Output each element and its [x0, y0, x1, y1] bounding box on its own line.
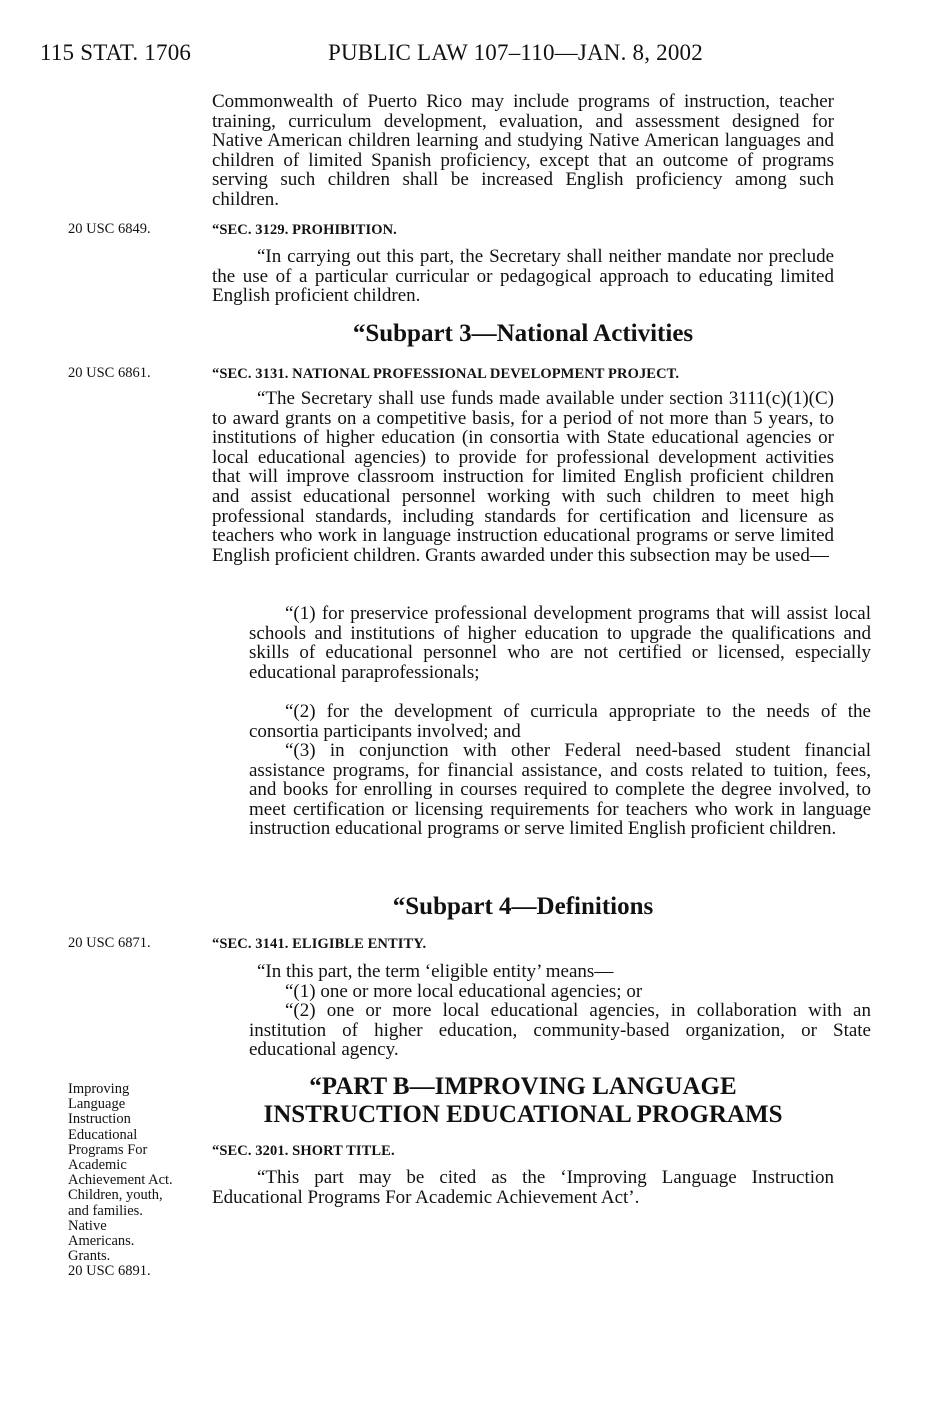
- sec-3141-heading: “SEC. 3141. ELIGIBLE ENTITY.: [212, 936, 427, 952]
- margin-line: Native: [68, 1217, 107, 1234]
- sec-3141-item-2: “(2) one or more local educational agencies, in collaboration with an institution of higher education, community-based organization, or State educational agency.: [249, 1000, 871, 1061]
- sec-3129-heading: “SEC. 3129. PROHIBITION.: [212, 222, 397, 238]
- header-page-citation: 115 STAT. 1706: [40, 40, 192, 65]
- part-b-heading: [212, 1073, 834, 1129]
- sec-3201-heading: “SEC. 3201. SHORT TITLE.: [212, 1143, 395, 1159]
- part-b-heading-line-2: INSTRUCTION EDUCATIONAL PROGRAMS: [263, 1101, 783, 1128]
- subpart-3-heading: “Subpart 3—National Activities: [352, 320, 694, 347]
- margin-note-6861: 20 USC 6861.: [68, 365, 151, 381]
- sec-3201-text: “This part may be cited as the ‘Improving Language Instruction Educational Programs For Academic Achievement Act’.: [212, 1167, 834, 1208]
- margin-line: Programs For: [68, 1141, 148, 1158]
- sec-3131-item-2: “(2) for the development of curricula appropriate to the needs of the consortia participants involved; and: [249, 701, 871, 742]
- margin-line: Achievement Act.: [68, 1172, 173, 1189]
- margin-line: Americans.: [68, 1233, 135, 1250]
- sec-3131-heading: “SEC. 3131. NATIONAL PROFESSIONAL DEVELOPMENT PROJECT.: [212, 366, 680, 382]
- margin-line: Children, youth,: [68, 1187, 163, 1204]
- part-b-heading-line-1: “PART B—IMPROVING LANGUAGE: [309, 1073, 737, 1100]
- margin-line: Language: [68, 1096, 126, 1113]
- intro-paragraph: Commonwealth of Puerto Rico may include programs of instruction, teacher training, curriculum development, evaluation, and assessment designed for Native American children learning and studying Native American languages and children of limited Spanish proficiency, except that an outcome of programs serving such children shall be increased English proficiency among such children.: [212, 91, 834, 210]
- subpart-4-heading: “Subpart 4—Definitions: [392, 893, 654, 920]
- sec-3131-item-3: “(3) in conjunction with other Federal need-based student financial assistance programs, for financial assistance, and costs related to tuition, fees, and books for enrolling in courses required to complete the degree involved, to meet certification or licensing requirements for teachers who work in language instruction educational programs or serve limited English proficient children.: [249, 740, 871, 840]
- sec-3131-item-1: “(1) for preservice professional development programs that will assist local schools and institutions of higher education to upgrade the qualifications and skills of educational personnel who are not certified or licensed, especially educational paraprofessionals;: [249, 603, 871, 683]
- margin-line: Educational: [68, 1126, 138, 1143]
- margin-line: Instruction: [68, 1111, 131, 1128]
- sec-3129-text: “In carrying out this part, the Secretary shall neither mandate nor preclude the use of a particular curricular or pedagogical approach to educating limited English proficient children.: [212, 246, 834, 307]
- sec-3131-text: “The Secretary shall use funds made available under section 3111(c)(1)(C) to award grants on a competitive basis, for a period of not more than 5 years, to institutions of higher education (in consortia with State educational agencies or local educational agencies) to provide for professional development activities that will improve classroom instruction for limited English proficient children and assist educational personnel working with such children to meet high professional standards, including standards for certification and licensure as teachers who work in language instruction educational programs or serve limited English proficient children. Grants awarded under this subsection may be used—: [212, 388, 834, 566]
- margin-line: 20 USC 6891.: [68, 1263, 151, 1280]
- sec-3141-text: “In this part, the term ‘eligible entity’ means—: [257, 961, 614, 982]
- header-law-title: PUBLIC LAW 107–110—JAN. 8, 2002: [328, 40, 703, 65]
- sec-3141-item-1: “(1) one or more local educational agencies; or: [285, 981, 643, 1002]
- margin-line: and families.: [68, 1202, 143, 1219]
- margin-note-6891: [68, 1082, 208, 1280]
- margin-line: Academic: [68, 1157, 127, 1174]
- margin-note-6871: 20 USC 6871.: [68, 935, 151, 951]
- margin-line: Improving: [68, 1081, 130, 1097]
- margin-line: Grants.: [68, 1248, 111, 1265]
- margin-note-6849: 20 USC 6849.: [68, 221, 151, 237]
